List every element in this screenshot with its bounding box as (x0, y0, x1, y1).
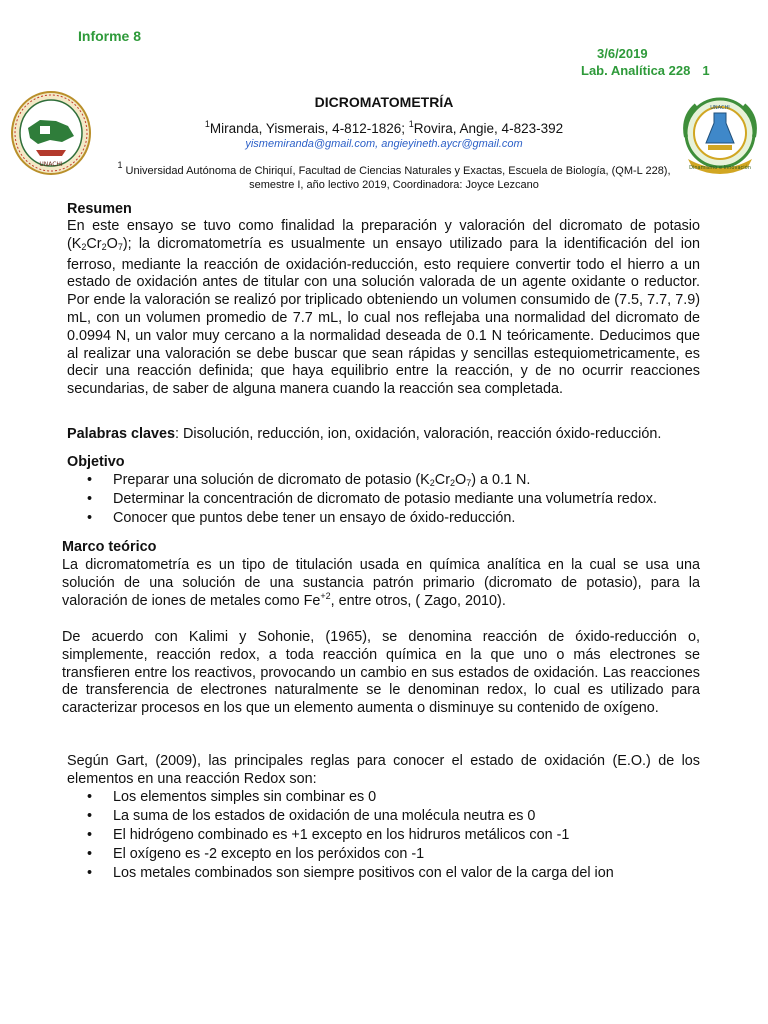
keywords-label: Palabras claves (67, 426, 176, 442)
marco-paragraph-3: Según Gart, (2009), las principales reglas para conocer el estado de oxidación (E.O.) de los elementos en una reacción Redox son: (67, 753, 700, 787)
list-item: • Conocer que puntos debe tener un ensayo de óxido-reducción. (67, 510, 700, 529)
objetivo-list (67, 472, 700, 529)
list-item: • El hidrógeno combinado es +1 excepto en los hidruros metálicos con -1 (67, 827, 700, 846)
author-2: Rovira, Angie, 4-823-392 (413, 121, 564, 136)
list-item: • La suma de los estados de oxidación de una molécula neutra es 0 (67, 808, 700, 827)
report-date: 3/6/2019 (597, 46, 648, 61)
affiliation (104, 160, 684, 192)
marco-heading: Marco teórico (62, 539, 157, 555)
list-item: • El oxígeno es -2 excepto en los peróxidos con -1 (67, 846, 700, 865)
resumen-text-b: ); la dicromatometría es usualmente un ensayo utilizado para la identificación del ion ferroso, mediante la reacción de oxidación-reducción, esto requiere convertir todo el hierro a un estado de oxidación antes de titular con una solución valorada de un agente oxidante o reductor. Por ende la valoración se realizó por triplicado obteniendo un volumen consumido de (7.5, 7.7, 7.9) mL, con un volumen promedio de 7.7 mL, lo cual nos reflejaba una normalidad del dicromato de 0.0994 N, un valor muy cercano a la normalidad deseada de 0.1 N teóricamente. Deducimos que al realizar una valoración se debe buscar que sean rápidas y sencillas estequiometricamente, es decir una reacción definida; que haya equilibrio entre la reacción, y de no ocurrir reacciones secundarias, de saber de alguna manera cuando la reacción sea completada. (67, 235, 700, 398)
keywords (67, 426, 700, 444)
affiliation-text: Universidad Autónoma de Chiriquí, Facultad de Ciencias Naturales y Exactas, Escuela de Biología, (QM-L 228), semestre I, año lectivo 2019, Coordinadora: Joyce Lezcano (125, 165, 671, 191)
author1-affil-mark: 1 (204, 119, 210, 129)
page-number: 1 (702, 63, 710, 78)
formula-o-sub: 7 (117, 241, 123, 252)
author-emails[interactable]: yismemiranda@gmail.com, angieyineth.aycr@gmail.com (245, 138, 523, 150)
resumen-heading: Resumen (67, 201, 132, 217)
formula-k-sub: 2 (81, 241, 87, 252)
fe-charge: +2 (320, 590, 331, 601)
report-number: Informe 8 (78, 28, 142, 44)
lab-line (581, 63, 710, 78)
right-logo-text: UNACHI (710, 105, 730, 111)
authors (0, 121, 768, 136)
objetivo-heading: Objetivo (67, 454, 125, 470)
author-1: Miranda, Yismerais, 4-812-1826; (209, 121, 409, 136)
marco-paragraph-1: La dicromatometría es un tipo de titulación usada en química analítica en la cual se usa una solución de una solución de una sustancia patrón primario (dicromato de potasio), para la valoración de iones de metales como $Fe^{+2}$, entre otros, ( Zago, 2010). (62, 557, 700, 609)
oxidation-rules-list (67, 789, 700, 884)
lab-name: Lab. Analítica 228 (581, 63, 691, 78)
list-item: • Determinar la concentración de dicromato de potasio mediante una volumetría redox. (67, 491, 700, 510)
keywords-text: : Disolución, reducción, ion, oxidación, valoración, reacción óxido-reducción. (175, 426, 662, 442)
list-item: • Los metales combinados son siempre positivos con el valor de la carga del ion (67, 865, 700, 884)
document-title: DICROMATOMETRÍA (314, 94, 454, 110)
list-item: • Preparar una solución de dicromato de potasio $(K_2Cr_2O_7)$ a 0.1 N. (67, 472, 700, 491)
resumen-paragraph (67, 218, 700, 399)
right-logo-motto: Dinamismo e Innovación (689, 165, 751, 171)
affiliation-mark: 1 (117, 160, 123, 170)
resumen-text-a: En este ensayo se tuvo como finalidad la preparación y valoración del dicromato de potasio (K (67, 218, 700, 252)
formula-cr-sub: 2 (101, 241, 107, 252)
left-logo-text: UNACHI (39, 161, 63, 168)
marco-paragraph-2: De acuerdo con Kalimi y Sohonie, (1965), se denomina reacción de óxido-reducción o, simplemente, reacción redox, a toda reacción química en la que uno o más electrones se transfieren entre los reactivos, provocando un cambio en sus estados de oxidación. Las reacciones de transferencia de electrones naturalmente se le denominan redox, lo cual es utilizado para caracterizar procesos en los que un elemento aumenta o disminuye su contenido de oxígeno. (62, 629, 700, 717)
list-item: • Los elementos simples sin combinar es 0 (67, 789, 700, 808)
formula-o: O (106, 235, 118, 252)
author2-affil-mark: 1 (408, 119, 414, 129)
formula-cr: Cr (86, 235, 102, 252)
